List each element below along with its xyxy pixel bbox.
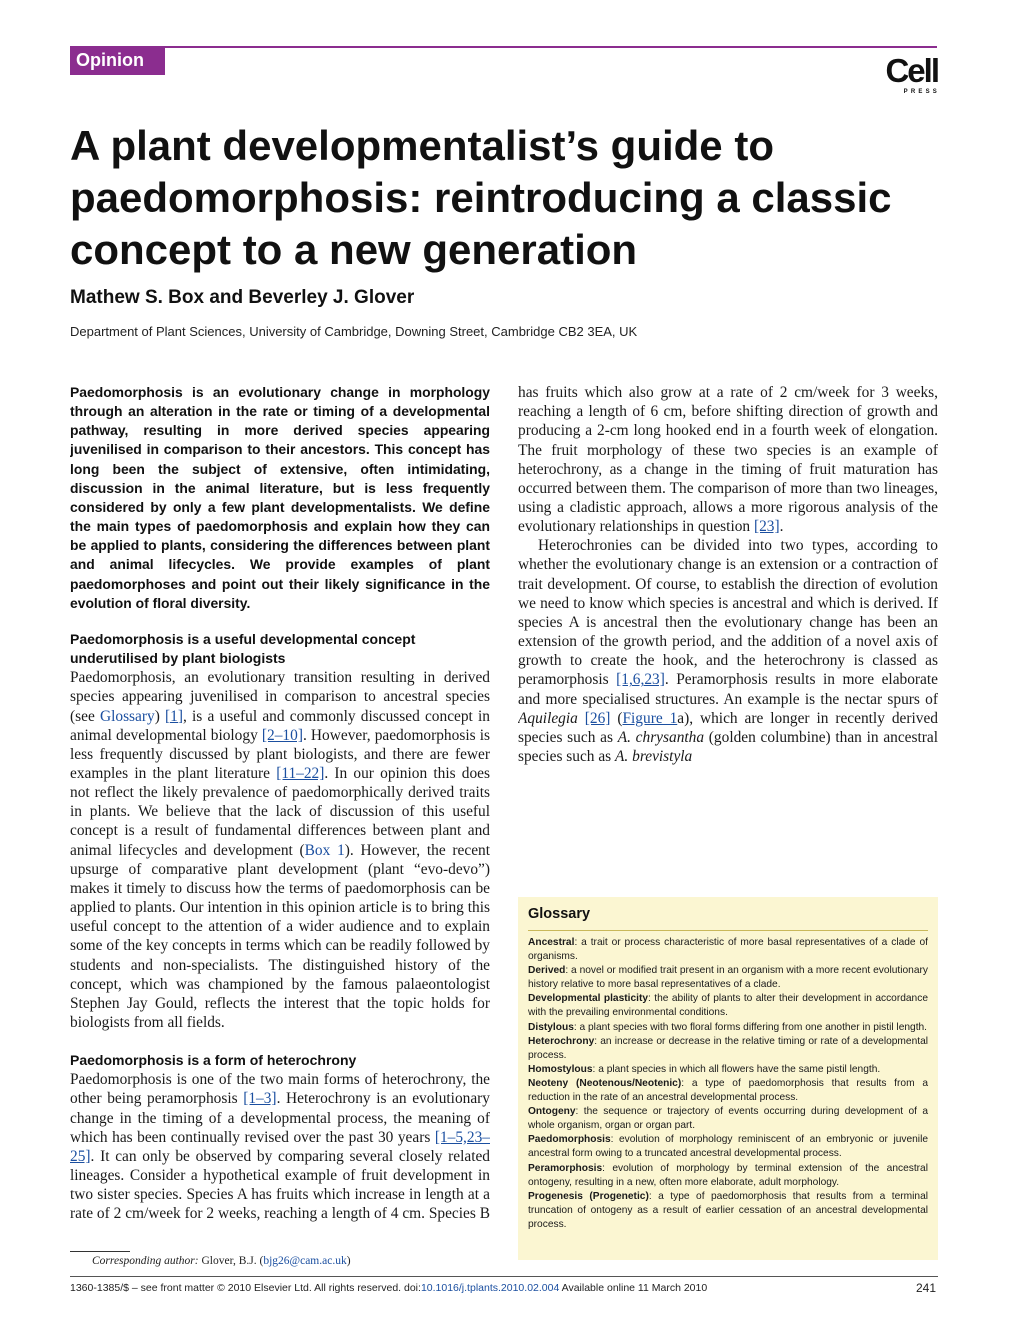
glossary-entry	[528, 964, 928, 992]
glossary-definition: : a plant species with two floral forms differing from one another in pistil length.	[573, 1021, 928, 1033]
cell-press-logo	[878, 54, 940, 98]
glossary-definition: : a plant species in which all flowers have the same pistil length.	[592, 1063, 881, 1075]
left-column	[70, 383, 490, 1224]
ref-link[interactable]: [2–10]	[261, 726, 303, 744]
glossary-term: Distylous	[528, 1021, 574, 1033]
ref-link[interactable]: [1–3]	[243, 1090, 277, 1108]
glossary-term: Peramorphosis	[528, 1162, 603, 1174]
glossary-entry	[528, 1035, 928, 1063]
glossary-term: Ontogeny	[528, 1106, 576, 1118]
glossary-entry	[528, 1063, 928, 1077]
glossary-title: Glossary	[528, 906, 591, 922]
glossary-term: Homostylous	[528, 1063, 593, 1075]
ref-link[interactable]: [1]	[165, 707, 183, 725]
section-tag: Opinion	[70, 46, 165, 75]
section-1-paragraph: Paedomorphosis, an evolutionary transition resulting in derived species appearing juvenilised in comparison to ancestral species (see Glossary) [1], is a useful and commonly discussed concept in animal developmental biology [2–10]. However, paedomorphosis is less frequently discussed by plant biologists, and there are fewer examples in the plant literature [11–22]. In our opinion this does not reflect the likely prevalence of paedomorphically derived traits in plants. We believe that the lack of discussion of this useful concept is a result of fundamental differences between plant and animal lifecycles and development (Box 1). However, the recent upsurge of comparative plant development (plant “evo-devo”) makes it timely to discuss how the terms of paedomorphosis can be applied to plants. Our intention in this opinion article is to bring this useful concept to the attention of a wider audience and to explain some of the key concepts in terms which can be readily followed by students and non-specialists. The distinguished history of the concept, which was championed by the famous palaeontologist Stephen Jay Gould, reflects the interest that the topic holds for biologists from all fields.	[70, 669, 490, 1031]
glossary-entry	[528, 1133, 928, 1161]
glossary-link[interactable]: Glossary	[99, 707, 155, 725]
logo-main-text: Cell	[885, 52, 938, 89]
ref-link[interactable]: [11–22]	[276, 764, 325, 782]
section-heading-2: Paedomorphosis is a form of heterochrony	[70, 1052, 357, 1069]
section-heading-1: Paedomorphosis is a useful developmental concept underutilised by plant biologists	[70, 630, 416, 667]
ref-link[interactable]: [26]	[584, 709, 611, 727]
glossary-entry	[528, 992, 928, 1020]
glossary-list	[528, 936, 928, 1232]
glossary-definition: : the ability of plants to alter their development in accordance with the prevailing environmental conditions.	[528, 993, 928, 1019]
logo-sub-text: PRESS	[903, 89, 940, 95]
ref-link[interactable]: [1,6,23]	[616, 671, 665, 689]
article-title: A plant developmentalist’s guide to paedomorphosis: reintroducing a classic concept to a new generation	[70, 122, 892, 273]
glossary-term: Paedomorphosis	[528, 1134, 611, 1146]
glossary-entry	[528, 1021, 928, 1035]
ref-link[interactable]: [1–5,23–25]	[70, 1128, 490, 1165]
figure-link[interactable]: Figure 1	[622, 709, 678, 727]
glossary-entry	[528, 1105, 928, 1133]
article-affiliation: Department of Plant Sciences, University of Cambridge, Downing Street, Cambridge CB2 3EA, UK	[70, 324, 638, 339]
ref-link[interactable]: [23]	[753, 518, 780, 536]
glossary-rule	[528, 930, 928, 931]
glossary-box	[518, 897, 938, 1260]
glossary-definition: : a trait or process characteristic of more basal representatives of a clade of organisms.	[528, 937, 928, 963]
footer-rule	[70, 1276, 938, 1277]
box-link[interactable]: Box 1	[304, 841, 345, 859]
glossary-entry	[528, 1162, 928, 1190]
page-number: 241	[916, 1281, 937, 1295]
glossary-term: Neoteny (Neotenous/Neotenic)	[528, 1077, 682, 1089]
glossary-term: Ancestral	[528, 937, 575, 948]
section-2-continuation: has fruits which also grow at a rate of 2 cm/week for 3 weeks, reaching a length of 6 cm, before shifting direction of growth and producing a 2-cm long hooked end in a fourth week of elongation. The fruit morphology of these two species is an example of heterochrony, as a change in the timing of fruit maturation has occurred between them. The comparison of more than two lineages, using a cladistic approach, allows a more rigorous analysis of the evolutionary relationships in question [23].	[518, 384, 938, 536]
glossary-term: Derived	[528, 965, 566, 977]
right-column	[518, 383, 938, 878]
footnote-rule	[70, 1251, 130, 1252]
header-rule	[165, 46, 937, 48]
glossary-term: Heterochrony	[528, 1035, 595, 1047]
glossary-entry	[528, 936, 928, 964]
glossary-term: Developmental plasticity	[528, 993, 649, 1005]
glossary-definition: : an increase or decrease in the relative timing or rate of a developmental process.	[528, 1035, 928, 1061]
section-2-paragraph: Paedomorphosis is one of the two main forms of heterochrony, the other being peramorphosis [1–3]. Heterochrony is an evolutionary change in the timing of a developmental process, the meaning of which has been continually revised over the past 30 years [1–5,23–25]. It can only be observed by comparing several closely related lineages. Consider a hypothetical example of fruit development in two sister species. Species A has fruits which increase in length at a rate of 2 cm/week for 2 weeks, reaching a length of 4 cm. Species B	[70, 1071, 490, 1223]
glossary-entry	[528, 1077, 928, 1105]
section-2-paragraph-2: Heterochronies can be divided into two types, according to whether the evolutionary change is an extension or a contraction of trait development. Of course, to establish the direction of evolution we need to know which species is ancestral and which is derived. If species A is ancestral then the evolutionary change has been an extension of the growth period, and the addition of a novel axis of growth to create the hook, and the heterochrony is classed as peramorphosis [1,6,23]. Peramorphosis results in more elaborate and more specialised structures. An example is the nectar spurs of Aquilegia [26] (Figure 1a), which are longer in recently derived species such as A. chrysantha (golden columbine) than in ancestral species such as A. brevistyla	[518, 537, 938, 766]
footer-copyright: 1360-1385/$ – see front matter © 2010 Elsevier Ltd. All rights reserved. doi:10.1016/j.tplants.2010.02.004 Available online 11 March 2010	[70, 1282, 708, 1294]
glossary-definition: : a type of paedomorphosis that results from a terminal truncation of ontogeny as a result of earlier cessation of an ancestral developmental process.	[528, 1190, 928, 1230]
corresponding-author: Corresponding author: Glover, B.J. (bjg26@cam.ac.uk)	[92, 1255, 351, 1267]
glossary-entry	[528, 1190, 928, 1232]
abstract: Paedomorphosis is an evolutionary change in morphology through an alteration in the rate or timing of a developmental pathway, resulting in more derived species appearing juvenilised in comparison to their ancestors. This concept has long been the subject of extensive, often intimidating, discussion in the animal literature, but is less frequently considered by only a few plant developmentalists. We define the main types of paedomorphosis and explain how they can be applied to plants, considering the differences between plant and animal lifecycles. We provide examples of plant paedomorphoses and point out their likely significance in the evolution of floral diversity.	[70, 384, 490, 611]
glossary-definition: : a type of paedomorphosis that results from a reduction in the rate of an ancestral developmental process.	[528, 1077, 928, 1104]
glossary-definition: : a novel or modified trait present in an organism with a more recent evolutionary history relative to more basal representatives of a clade.	[528, 965, 928, 991]
glossary-definition: : the sequence or trajectory of events occurring during development of a whole organism, organ or organ part.	[528, 1106, 928, 1132]
glossary-term: Progenesis (Progenetic)	[528, 1190, 649, 1202]
article-authors: Mathew S. Box and Beverley J. Glover	[70, 287, 415, 308]
glossary-definition: : evolution of morphology by terminal extension of the ancestral ontogeny, resulting in a new, often more elaborate, adult morphology.	[528, 1162, 928, 1188]
doi-link[interactable]: 10.1016/j.tplants.2010.02.004	[420, 1282, 560, 1294]
glossary-definition: : evolution of morphology reminiscent of an embryonic or juvenile ancestral form owing to a truncated ancestral developmental process.	[528, 1134, 928, 1160]
email-link[interactable]: bjg26@cam.ac.uk	[263, 1255, 347, 1267]
